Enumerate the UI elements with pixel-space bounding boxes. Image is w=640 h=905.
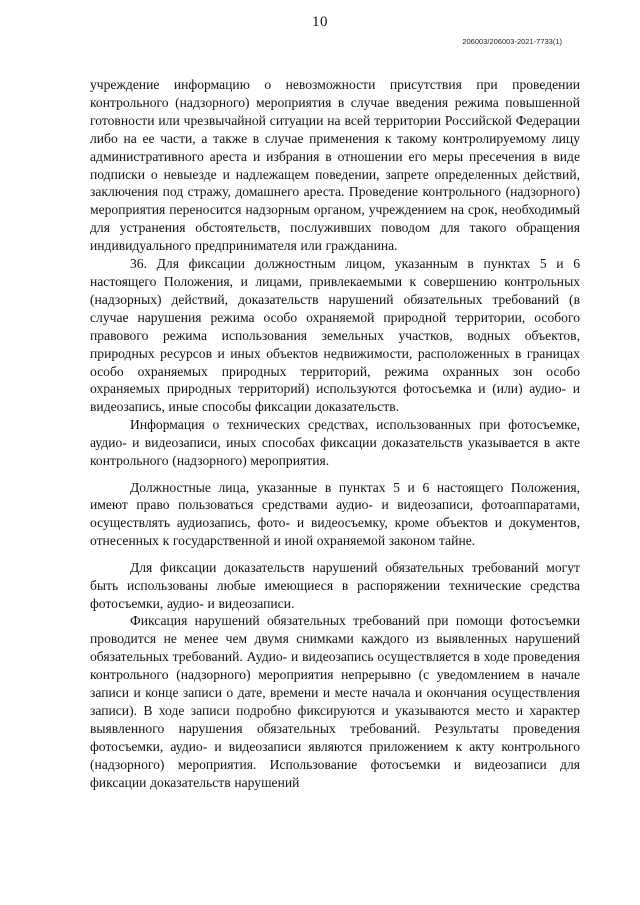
paragraph-item-36: 36. Для фиксации должностным лицом, указанным в пунктах 5 и 6 настоящего Положения, и лицами, привлекаемыми к совершению контрольных (надзорных) действий, доказательств нарушений обязательных требований (в случае нарушения режима особо охраняемой природной территории, особого правового режима использования земельных участков, водных объектов, природных ресурсов и иных объектов недвижимости, расположенных в границах особо охраняемых природных территорий, режима охранных зон особо охраняемых природных территорий) используются фотосъемка и (или) аудио- и видеозапись, иные способы фиксации доказательств.	[90, 256, 580, 415]
paragraph-technical-means-info: Информация о технических средствах, использованных при фотосъемке, аудио- и видеозаписи, иных способах фиксации доказательств указывается в акте контрольного (надзорного) мероприятия.	[90, 417, 580, 469]
paragraph-officials-rights: Должностные лица, указанные в пунктах 5 и 6 настоящего Положения, имеют право пользоваться средствами аудио- и видеозаписи, фотоаппаратами, осуществлять аудиозапись, фото- и видеосъемку, кроме объектов и документов, отнесенных к государственной и иной охраняемой законом тайне.	[90, 479, 580, 549]
paragraph-technical-means-usage: Для фиксации доказательств нарушений обязательных требований могут быть использованы любые имеющиеся в распоряжении технические средства фотосъемки, аудио- и видеозаписи.	[90, 559, 580, 611]
document-code: 206003/206003-2021-7733(1)	[462, 37, 562, 46]
page-number: 10	[312, 14, 328, 30]
document-body	[90, 76, 580, 792]
paragraph-recording-procedure: Фиксация нарушений обязательных требований при помощи фотосъемки проводится не менее чем двумя снимками каждого из выявленных нарушений обязательных требований. Аудио- и видеозапись осуществляется в ходе проведения контрольного (надзорного) мероприятия непрерывно (с уведомлением в начале записи и конце записи о дате, времени и месте начала и окончания осуществления записи). В ходе записи подробно фиксируются и указываются место и характер выявленного нарушения обязательных требований. Результаты проведения фотосъемки, аудио- и видеозаписи являются приложением к акту контрольного (надзорного) мероприятия. Использование фотосъемки и видеозаписи для фиксации доказательств нарушений	[90, 613, 580, 790]
paragraph-continuation: учреждение информацию о невозможности присутствия при проведении контрольного (надзорного) мероприятия в случае введения режима повышенной готовности или чрезвычайной ситуации на всей территории Российской Федерации либо на ее части, а также в случае применения к такому контролируемому лицу административного ареста и избрания в отношении его меры пресечения в виде подписки о невыезде и надлежащем поведении, запрете определенных действий, заключения под стражу, домашнего ареста. Проведение контрольного (надзорного) мероприятия переносится надзорным органом, учреждением на срок, необходимый для устранения обстоятельств, послуживших поводом для такого обращения индивидуального предпринимателя или гражданина.	[90, 77, 580, 254]
